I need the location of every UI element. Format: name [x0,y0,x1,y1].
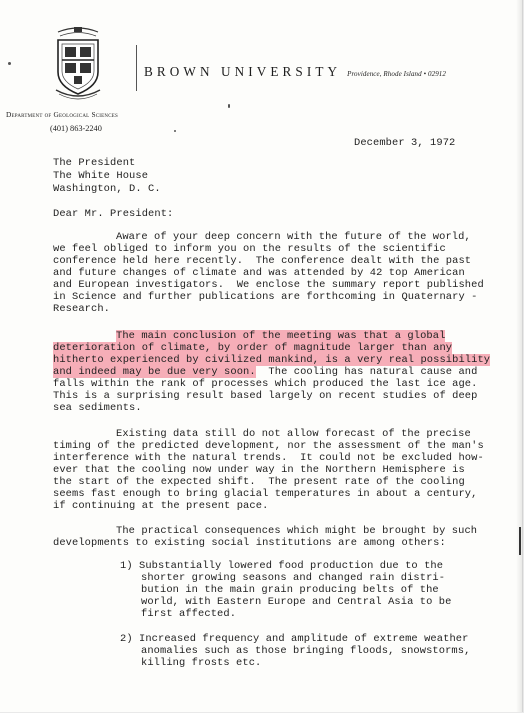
list-item-2-line: anomalies such as those bringing floods, snowstorms, [141,645,471,657]
institution-name: BROWN UNIVERSITY [144,64,342,79]
paragraph-1-line: Research. [53,303,111,315]
paragraph-3-line: Existing data still do not allow forecast of the precise [116,428,471,440]
highlighted-text: and indeed may be due very soon. [53,366,256,378]
paragraph-1-line: in Science and further publications are forthcoming in Quaternary - [53,291,478,303]
phone-number: (401) 863-2240 [50,124,102,133]
list-item-1-line: bution in the main grain producing belts of the [141,584,439,596]
paragraph-3-line: interference with the natural trends. It could not be excluded how- [53,452,484,464]
letterhead [144,63,446,81]
paragraph-3-line: the start of the expected shift. The present rate of the cooling [53,476,465,488]
paragraph-2-line: This is a surprising result based largely on recent studies of deep [53,390,478,402]
paper-speck [174,130,176,132]
letterhead-divider [136,45,137,91]
paragraph-1-line: we feel obliged to inform you on the results of the scientific [53,243,446,255]
recipient-line: The White House [53,170,149,182]
paragraph-3-line: timing of the predicted development, nor the assessment of the man's [53,440,484,452]
paragraph-3-line: if continuing at the present pace. [53,500,269,512]
institution-location: Providence, Rhode Island • 02912 [347,70,447,78]
list-item-1-line: 1) Substantially lowered food production due to the [120,560,444,572]
margin-mark [519,527,521,555]
department-name: Department of Geological Sciences [6,110,119,119]
page-edge-shadow [516,0,522,712]
paragraph-4-line: developments to existing social institutions are among others: [53,537,446,549]
salutation: Dear Mr. President: [53,208,174,220]
list-item-2-line: 2) Increased frequency and amplitude of extreme weather [120,633,469,645]
list-item-1-line: first affected. [141,608,237,620]
paragraph-4-line: The practical consequences which might be brought by such [116,525,478,537]
paragraph-2-line: falls within the rank of processes which produced the last ice age. [53,378,478,390]
paragraph-3-line: ever that the cooling now under way in the Northern Hemisphere is [53,464,465,476]
paragraph-1-line: Aware of your deep concern with the future of the world, [116,231,471,243]
paragraph-1-line: and future changes of climate and was attended by 42 top American [53,267,465,279]
recipient-line: The President [53,157,136,169]
list-item-1-line: shorter growing seasons and changed rain distri- [141,572,446,584]
paper-speck [8,62,11,65]
university-seal-icon [50,26,106,100]
paragraph-1-line: conference held here recently. The conference dealt with the past [53,255,472,267]
highlighted-text: hitherto experienced by civilized mankind, is a very real possibility [53,354,491,366]
recipient-line: Washington, D. C. [53,183,161,195]
highlighted-text: The main conclusion of the meeting was that a global [116,330,446,342]
paragraph-3-line: seems fast enough to bring glacial temperatures in about a century, [53,488,478,500]
paragraph-1-line: and European investigators. We enclose the summary report published [53,279,484,291]
highlighted-text: deterioration of climate, by order of magnitude larger than any [53,342,453,354]
paragraph-2-text: The cooling has natural cause and [255,366,478,378]
letter-date: December 3, 1972 [354,137,456,149]
list-item-2-line: killing frosts etc. [141,657,262,669]
paragraph-2-line: sea sediments. [53,402,142,414]
paper-speck [228,104,230,108]
list-item-1-line: world, with Eastern Europe and Central Asia to be [141,596,452,608]
